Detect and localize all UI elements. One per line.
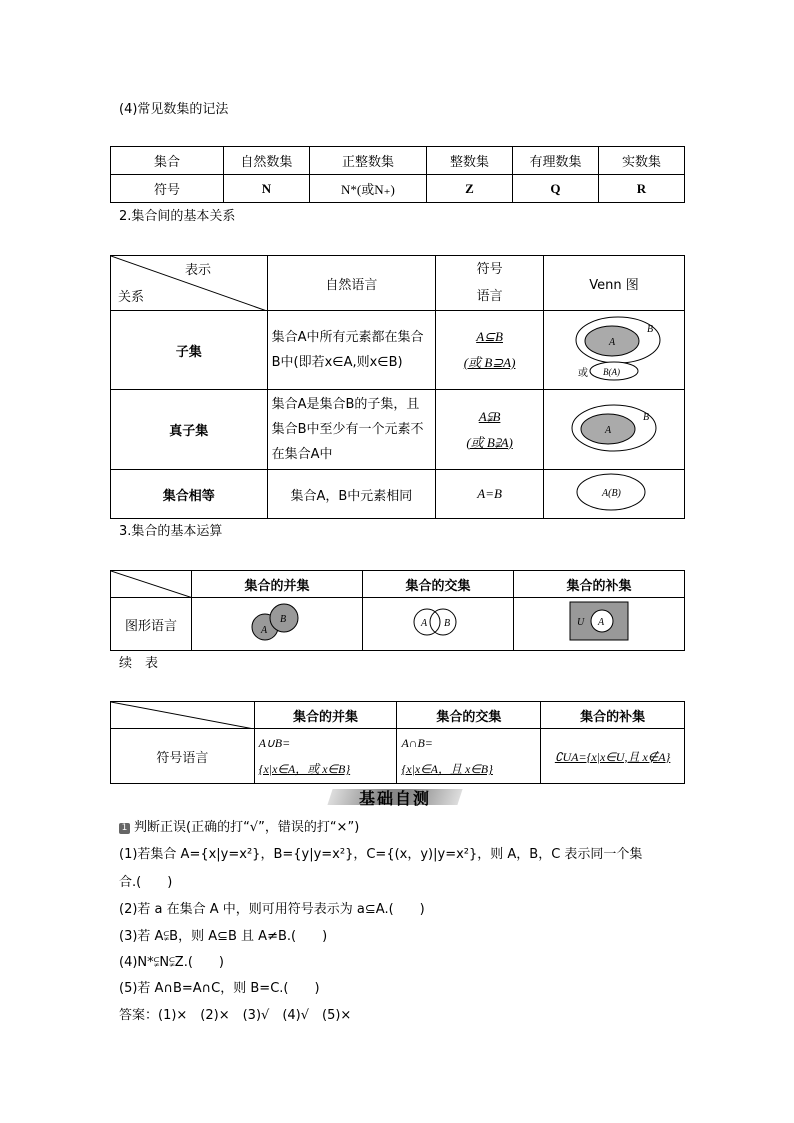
union-label-a: A: [261, 625, 268, 636]
section4-title: (4)常见数集的记法: [119, 102, 229, 117]
ops-corner-diagonal: [111, 571, 193, 598]
continued-label: 续 表: [119, 656, 159, 671]
corner-bottom-label: 关系: [118, 290, 145, 305]
inter-venn-diagram: [363, 598, 513, 646]
section2-title: 2.集合间的基本关系: [119, 209, 236, 224]
relations-col-venn: Venn 图: [543, 256, 684, 311]
row-proper-venn: [543, 390, 684, 470]
quiz-q3: (3)若 A⫋B，则 A⊆B 且 A≠B.( ): [119, 929, 328, 944]
ops2-corner-diagonal: [111, 702, 254, 729]
relations-col-natural: 自然语言: [267, 256, 436, 311]
quiz-q2: (2)若 a 在集合 A 中，则可用符号表示为 a⊆A.( ): [119, 902, 425, 917]
row-equal-venn: [543, 470, 684, 519]
numsets-header-1: 自然数集: [223, 147, 309, 175]
relations-corner: [111, 256, 268, 311]
quiz-title: 判断正误(正确的打“√”，错误的打“×”): [134, 820, 360, 835]
row-subset-symbol: [436, 311, 544, 390]
proper-venn-diagram: [544, 396, 684, 460]
ops2-union-line2: {x|x∈A，或 x∈B}: [258, 762, 351, 776]
subset-venn-diagram: [544, 311, 684, 385]
inter-label-b: B: [444, 618, 451, 629]
quiz-heading: [119, 816, 359, 835]
numsets-header-4: 有理数集: [512, 147, 598, 175]
numsets-symbol-natural: N: [223, 175, 309, 203]
ops2-comp-cell: ∁UA={x|x∈U,且 x∉A}: [541, 729, 685, 784]
equal-venn-diagram: [544, 470, 684, 514]
row-subset-venn: [543, 311, 684, 390]
subset-venn-alt-label: B(A): [602, 367, 620, 377]
numsets-header-0: 集合: [111, 147, 224, 175]
ops-graph-table: [110, 570, 685, 651]
numsets-symbol-positive: N*(或N₊): [309, 175, 426, 203]
row-proper-symbol-1: A⫋B: [478, 408, 501, 424]
proper-venn-inner-label: A: [604, 424, 612, 436]
ops2-inter-cell: [397, 729, 541, 784]
numsets-header-5: 实数集: [598, 147, 684, 175]
relations-col-symbol: [436, 256, 544, 311]
comp-label-u: U: [577, 617, 585, 628]
section3-title: 3.集合的基本运算: [119, 524, 223, 539]
ops-corner: [111, 571, 192, 598]
relations-col-symbol-2: 语言: [476, 289, 503, 304]
row-proper-symbol-2: (或 B⫌A): [466, 434, 513, 450]
quiz-q5: (5)若 A∩B=A∩C，则 B=C.( ): [119, 981, 320, 996]
relations-table: [110, 255, 685, 519]
numsets-header-3: 整数集: [426, 147, 512, 175]
ops2-corner: [111, 702, 255, 729]
ops-comp-venn: [514, 598, 685, 651]
row-subset-symbol-2: (或 B⊇A): [463, 355, 516, 370]
quiz-q4: (4)N*⫋N⫋Z.( ): [119, 955, 224, 970]
row-proper-name: 真子集: [111, 390, 268, 470]
quiz-answer: 答案：(1)× (2)× (3)√ (4)√ (5)×: [119, 1008, 352, 1023]
ops-header-comp: 集合的补集: [514, 571, 685, 598]
union-label-b: B: [280, 614, 287, 625]
ops2-inter-line1: A∩B=: [401, 736, 433, 750]
row-subset-name: 子集: [111, 311, 268, 390]
numsets-symbol-integer: Z: [426, 175, 512, 203]
ops2-union-cell: [254, 729, 397, 784]
row-equal-name: 集合相等: [111, 470, 268, 519]
subset-venn-outer-label: B: [646, 324, 654, 335]
ops2-header-comp: 集合的补集: [541, 702, 685, 729]
ops2-row-label: 符号语言: [111, 729, 255, 784]
ops-header-inter: 集合的交集: [363, 571, 514, 598]
numsets-header-2: 正整数集: [309, 147, 426, 175]
ops-symbol-table: [110, 701, 685, 784]
ops2-inter-line2: {x|x∈A，且 x∈B}: [401, 762, 493, 776]
row-equal-natural: 集合A，B中元素相同: [267, 470, 436, 519]
proper-venn-outer-label: B: [642, 411, 650, 423]
corner-top-label: 表示: [185, 263, 212, 278]
ops-union-venn: [192, 598, 363, 651]
banner-title: 基础自测: [358, 789, 431, 808]
self-test-banner: [330, 786, 460, 806]
quiz-q1-line1: (1)若集合 A={x|y=x²}，B={y|y=x²}，C={(x，y)|y=x²}，则 A，B，C 表示同一个集: [119, 847, 643, 862]
subset-venn-inner-label: A: [608, 337, 616, 348]
ops2-header-union: 集合的并集: [254, 702, 397, 729]
row-proper-natural: 集合A是集合B的子集，且集合B中至少有一个元素不在集合A中: [267, 390, 436, 470]
ops2-union-line1: A∪B=: [258, 736, 291, 750]
quiz-number-badge: 1: [119, 823, 130, 834]
ops-inter-venn: [363, 598, 514, 651]
row-proper-symbol: [436, 390, 544, 470]
ops-header-union: 集合的并集: [192, 571, 363, 598]
quiz-q1-line2: 合.( ): [119, 875, 173, 890]
ops-row-label: 图形语言: [111, 598, 192, 651]
comp-label-a: A: [598, 617, 605, 628]
union-venn-diagram: [192, 598, 362, 646]
ops2-header-inter: 集合的交集: [397, 702, 541, 729]
numsets-symbol-rational: Q: [512, 175, 598, 203]
relations-col-symbol-1: 符号: [476, 262, 503, 277]
row-subset-natural: 集合A中所有元素都在集合B中(即若x∈A,则x∈B): [267, 311, 436, 390]
equal-venn-label: A(B): [601, 488, 621, 499]
numsets-symbol-real: R: [598, 175, 684, 203]
numsets-table: [110, 146, 685, 203]
subset-venn-alt-prefix: 或: [577, 368, 588, 379]
numsets-row-label: 符号: [111, 175, 224, 203]
row-subset-symbol-1: A⊆B: [476, 329, 503, 344]
comp-venn-diagram: [514, 598, 684, 646]
inter-label-a: A: [421, 618, 428, 629]
row-equal-symbol: A=B: [436, 470, 544, 519]
